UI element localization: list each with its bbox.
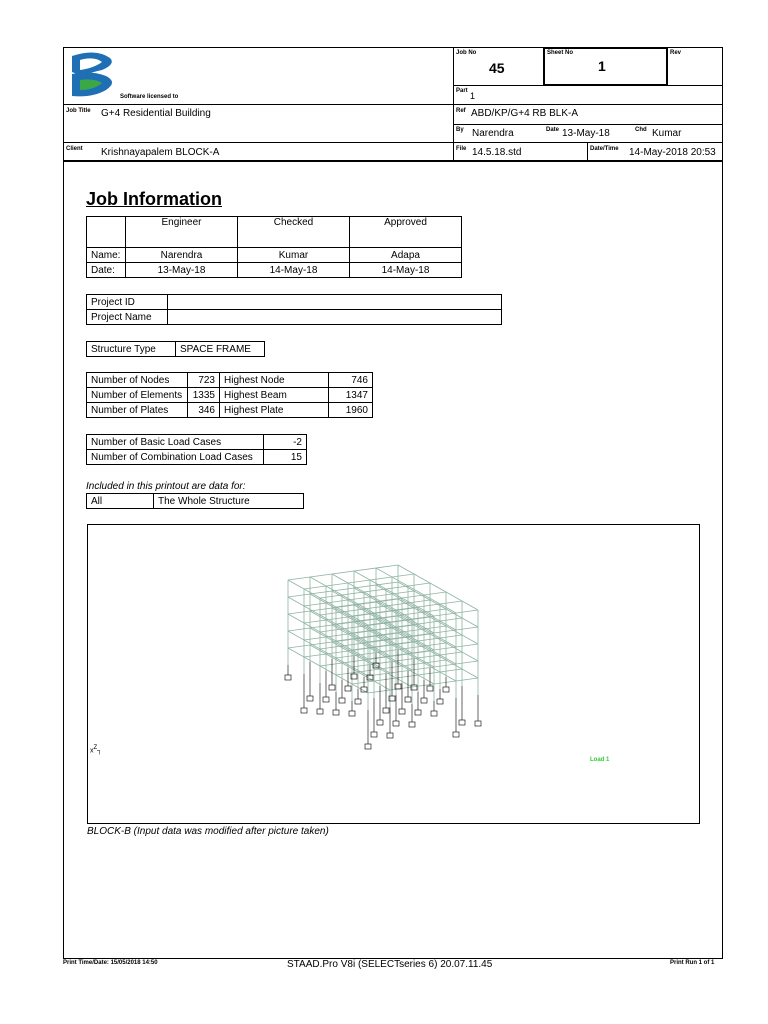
basic-load-label: Number of Basic Load Cases <box>87 435 264 450</box>
engineer-name: Narendra <box>126 248 238 263</box>
support-symbol <box>399 709 405 714</box>
chd-value: Kumar <box>652 128 682 139</box>
client-value: Krishnayapalem BLOCK-A <box>101 147 220 158</box>
support-symbol <box>387 733 393 738</box>
part-label: Part <box>456 88 468 94</box>
software-version: STAAD.Pro V8i (SELECTseries 6) 20.07.11.45 <box>287 959 493 970</box>
datetime-value: 14-May-2018 20:53 <box>629 147 716 158</box>
project-id-value <box>168 295 502 310</box>
support-symbol <box>371 732 377 737</box>
approved-name: Adapa <box>350 248 462 263</box>
project-name-label: Project Name <box>87 310 168 325</box>
support-symbol <box>333 710 339 715</box>
frame-beam <box>352 669 462 684</box>
support-symbol <box>317 709 323 714</box>
ref-value: ABD/KP/G+4 RB BLK-A <box>471 108 578 119</box>
print-run: Print Run 1 of 1 <box>670 960 715 966</box>
frame-beam <box>288 565 398 580</box>
datetime-label: Date/Time <box>590 146 619 152</box>
sheet-no-value: 1 <box>598 58 606 74</box>
support-symbol <box>459 720 465 725</box>
plates-label: Number of Plates <box>87 403 188 418</box>
structure-type-table <box>86 341 265 357</box>
support-symbol <box>427 686 433 691</box>
file-label: File <box>456 146 467 152</box>
load-cases-table <box>86 434 307 465</box>
structure-type-value: SPACE FRAME <box>176 342 265 357</box>
header-divider <box>63 160 723 162</box>
header-divider <box>63 142 723 143</box>
elements-value: 1335 <box>188 388 220 403</box>
header-divider <box>587 142 588 160</box>
basic-load-value: -2 <box>264 435 307 450</box>
support-symbol <box>349 711 355 716</box>
support-symbol <box>301 708 307 713</box>
name-row-label: Name: <box>87 248 126 263</box>
highest-beam-label: Highest Beam <box>220 388 329 403</box>
elements-label: Number of Elements <box>87 388 188 403</box>
job-no-value: 45 <box>489 60 505 76</box>
support-symbol <box>393 721 399 726</box>
col-header-approved: Approved <box>350 217 462 248</box>
support-symbol <box>355 699 361 704</box>
figure-caption: BLOCK-B (Input data was modified after picture taken) <box>87 826 329 837</box>
highest-plate-label: Highest Plate <box>220 403 329 418</box>
support-symbol <box>365 744 371 749</box>
structure-type-label: Structure Type <box>87 342 176 357</box>
support-symbol <box>285 675 291 680</box>
support-symbol <box>383 708 389 713</box>
nodes-value: 723 <box>188 373 220 388</box>
file-value: 14.5.18.std <box>472 147 522 158</box>
date-value: 13-May-18 <box>562 128 610 139</box>
support-symbol <box>453 732 459 737</box>
support-symbol <box>307 696 313 701</box>
sheet-no-label: Sheet No <box>547 50 574 56</box>
highest-plate-value: 1960 <box>329 403 373 418</box>
highest-node-label: Highest Node <box>220 373 329 388</box>
header-divider <box>453 47 454 160</box>
support-symbol <box>329 685 335 690</box>
section-title: Job Information <box>86 189 222 209</box>
job-title-label: Job Title <box>66 108 91 114</box>
support-symbol <box>475 721 481 726</box>
support-symbol <box>421 698 427 703</box>
project-table <box>86 294 502 325</box>
frame-beam <box>304 574 414 589</box>
support-symbol <box>415 710 421 715</box>
job-no-label: Job No <box>456 50 477 56</box>
col-header-checked: Checked <box>238 217 350 248</box>
axis-triad-icon: xZ┐ <box>90 745 103 755</box>
header-divider <box>543 84 667 86</box>
nodes-label: Number of Nodes <box>87 373 188 388</box>
header-divider <box>666 47 668 85</box>
highest-beam-value: 1347 <box>329 388 373 403</box>
date-label: Date <box>546 127 560 133</box>
project-id-label: Project ID <box>87 295 168 310</box>
combo-load-label: Number of Combination Load Cases <box>87 450 264 465</box>
scope-desc: The Whole Structure <box>154 494 304 509</box>
support-symbol <box>409 722 415 727</box>
by-label: By <box>456 127 464 133</box>
combo-load-value: 15 <box>264 450 307 465</box>
job-title-value: G+4 Residential Building <box>101 108 211 119</box>
date-row-label: Date: <box>87 263 126 278</box>
frame-beam <box>368 678 478 693</box>
axis-x-label: x <box>90 747 94 755</box>
support-symbol <box>437 699 443 704</box>
chd-label: Chd <box>635 127 647 133</box>
support-symbol <box>377 720 383 725</box>
by-value: Narendra <box>472 128 514 139</box>
plates-value: 346 <box>188 403 220 418</box>
licensed-to-label: Software licensed to <box>120 94 179 100</box>
checked-date: 14-May-18 <box>238 263 350 278</box>
col-header-engineer: Engineer <box>126 217 238 248</box>
structure-model-drawing <box>88 525 699 823</box>
model-figure <box>87 524 700 824</box>
header-divider <box>453 124 723 125</box>
engineer-date: 13-May-18 <box>126 263 238 278</box>
client-label: Client <box>66 146 83 152</box>
support-symbol <box>323 697 329 702</box>
counts-table <box>86 372 373 418</box>
ref-label: Ref <box>456 108 466 114</box>
included-table <box>86 493 304 509</box>
support-symbol <box>405 697 411 702</box>
checked-name: Kumar <box>238 248 350 263</box>
scope-value: All <box>87 494 154 509</box>
header-divider <box>63 104 723 105</box>
company-logo <box>66 50 118 100</box>
project-name-value <box>168 310 502 325</box>
header-divider <box>543 47 667 49</box>
approved-date: 14-May-18 <box>350 263 462 278</box>
included-heading: Included in this printout are data for: <box>86 481 246 492</box>
header-divider <box>543 47 545 85</box>
support-symbol <box>339 698 345 703</box>
rev-label: Rev <box>670 50 682 56</box>
support-symbol <box>431 711 437 716</box>
highest-node-value: 746 <box>329 373 373 388</box>
part-value: 1 <box>470 91 476 101</box>
job-info-table <box>86 216 462 278</box>
print-time: Print Time/Date: 15/05/2018 14:50 <box>63 960 158 966</box>
support-symbol <box>443 687 449 692</box>
load-case-label: Load 1 <box>590 757 610 763</box>
axis-z-label: Z <box>93 745 98 751</box>
support-symbol <box>345 686 351 691</box>
